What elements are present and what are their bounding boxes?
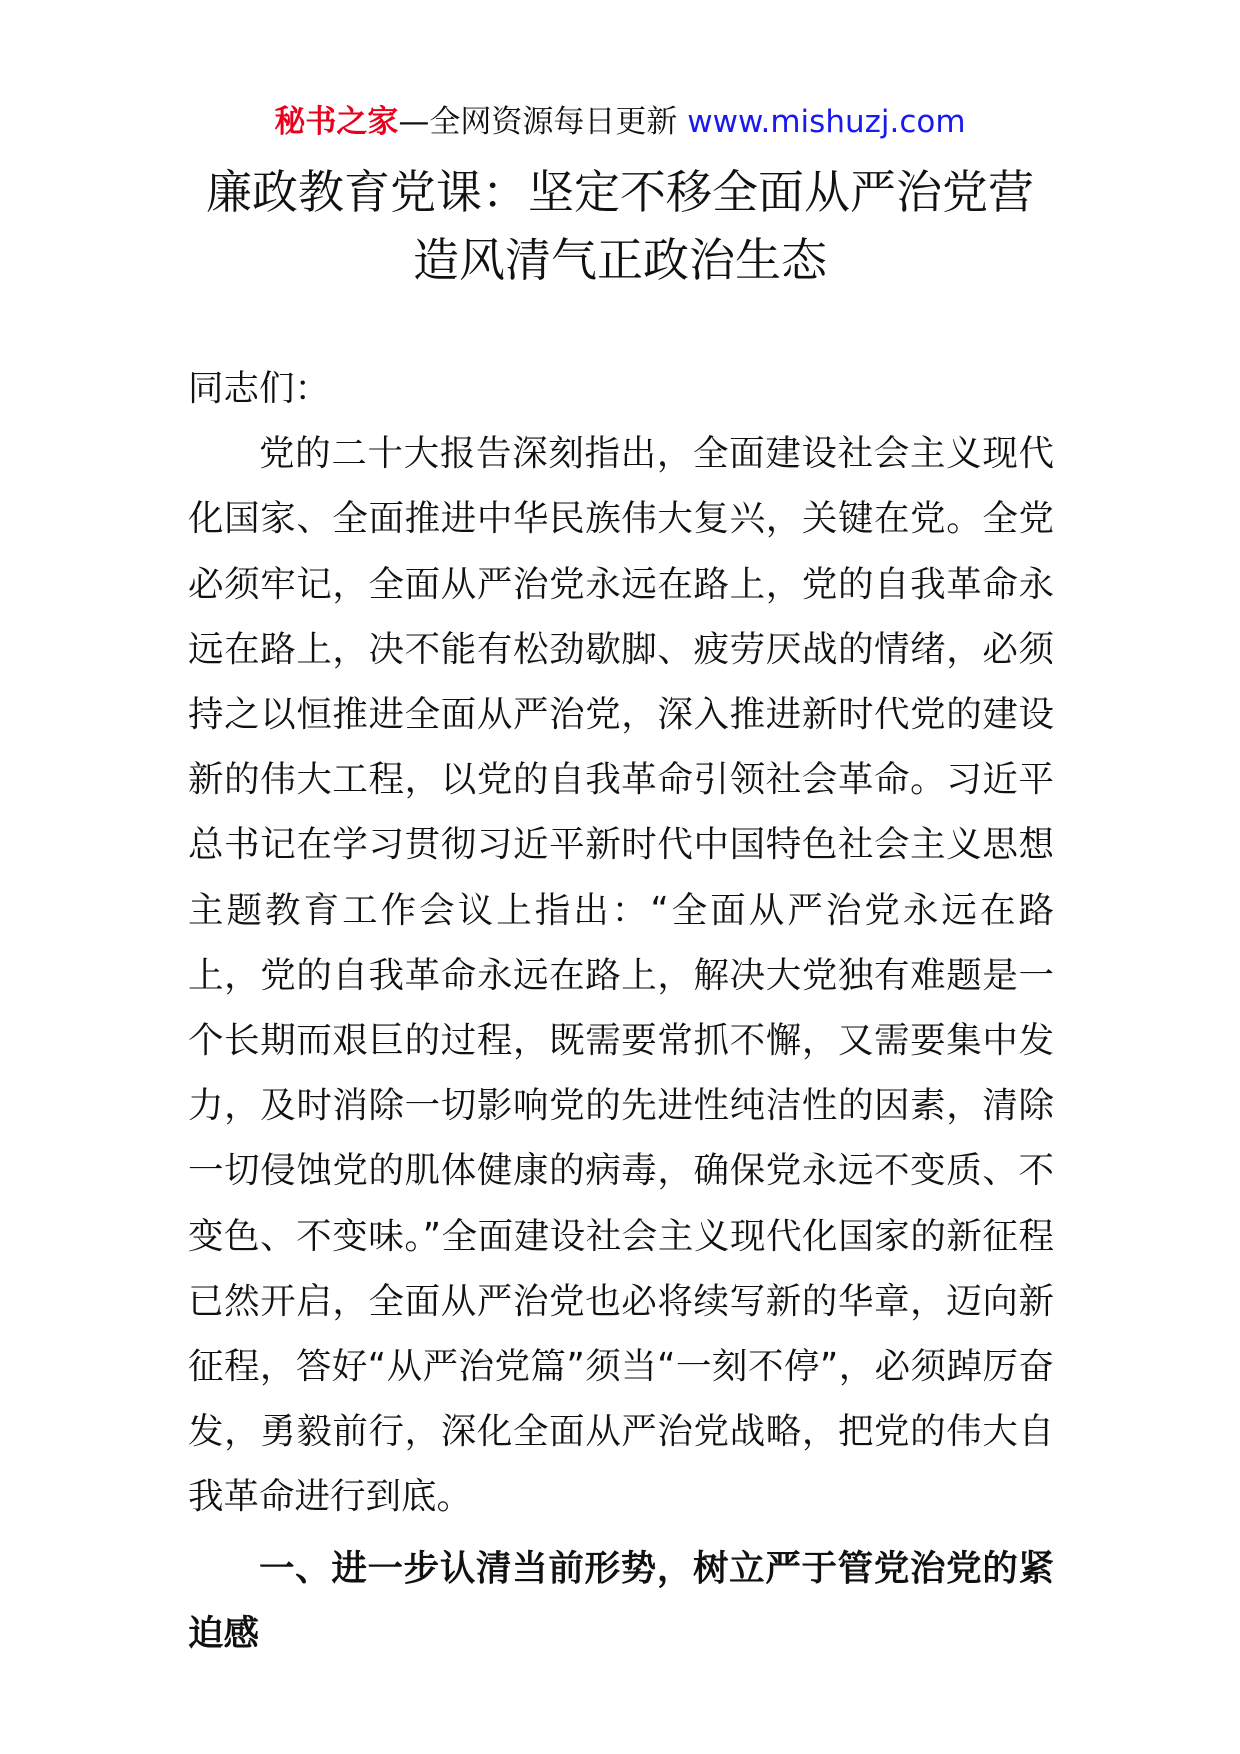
title-line-2: 造风清气正政治生态	[413, 233, 827, 287]
brand-name: 秘书之家	[274, 104, 399, 140]
salutation: 同志们：	[188, 368, 331, 409]
site-header	[0, 100, 1240, 144]
body-paragraph: 党的二十大报告深刻指出，全面建设社会主义现代化国家、全面推进中华民族伟大复兴，关键在党。全党必须牢记，全面从严治党永远在路上，党的自我革命永远在路上，决不能有松劲歇脚、疲劳厌战的情绪，必须持之以恒推进全面从严治党，深入推进新时代党的建设新的伟大工程，以党的自我革命引领社会革命。习近平总书记在学习贯彻习近平新时代中国特色社会主义思想主题教育工作会议上指出：“全面从严治党永远在路上，党的自我革命永远在路上，解决大党独有难题是一个长期而艰巨的过程，既需要常抓不懈，又需要集中发力，及时消除一切影响党的先进性纯洁性的因素，清除一切侵蚀党的肌体健康的病毒，确保党永远不变质、不变色、不变味。”全面建设社会主义现代化国家的新征程已然开启，全面从严治党也必将续写新的华章，迈向新征程，答好“从严治党篇”须当“一刻不停”，必须踔厉奋发，勇毅前行，深化全面从严治党战略，把党的伟大自我革命进行到底。	[188, 433, 1054, 1518]
document-body	[188, 356, 1054, 1666]
section-heading: 一、进一步认清当前形势，树立严于管党治党的紧迫感	[188, 1547, 1054, 1654]
title-line-1: 廉政教育党课：坚定不移全面从严治党营	[206, 165, 1034, 219]
website-link[interactable]: www.mishuzj.com	[687, 104, 966, 140]
header-tagline: —全网资源每日更新	[398, 104, 688, 140]
document-title	[150, 158, 1090, 294]
